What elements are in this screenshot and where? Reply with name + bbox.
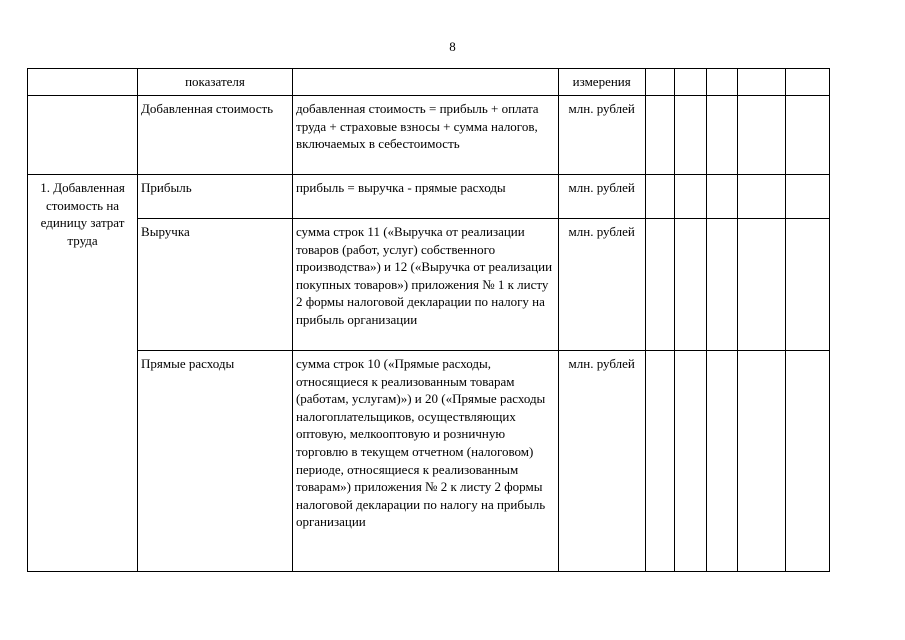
empty-cell xyxy=(786,219,830,351)
row-unit: млн. рублей xyxy=(558,96,645,175)
empty-cell xyxy=(645,96,675,175)
empty-cell xyxy=(738,351,786,572)
table-header-row xyxy=(28,69,830,96)
indicator-name: 1. Добавленная стоимость на единицу затрат труда xyxy=(28,175,138,572)
empty-cell xyxy=(706,351,738,572)
header-cell-method xyxy=(292,69,558,96)
empty-cell xyxy=(675,175,707,219)
header-cell-empty xyxy=(786,69,830,96)
indicators-table xyxy=(27,68,830,572)
empty-cell xyxy=(675,219,707,351)
table-row xyxy=(28,219,830,351)
table-row xyxy=(28,175,830,219)
row-name: Прямые расходы xyxy=(138,351,293,572)
empty-cell xyxy=(706,175,738,219)
table-row xyxy=(28,96,830,175)
row-unit: млн. рублей xyxy=(558,351,645,572)
empty-cell xyxy=(738,219,786,351)
indicator-cell-empty xyxy=(28,96,138,175)
row-name: Выручка xyxy=(138,219,293,351)
header-cell-unit: измерения xyxy=(558,69,645,96)
empty-cell xyxy=(645,175,675,219)
header-cell-empty xyxy=(706,69,738,96)
empty-cell xyxy=(738,96,786,175)
row-formula: сумма строк 11 («Выручка от реализации товаров (работ, услуг) собственного производства») и 12 («Выручка от реализации покупных товаров») приложения № 1 к листу 2 формы налоговой декларации по налогу на прибыль организации xyxy=(292,219,558,351)
row-unit: млн. рублей xyxy=(558,219,645,351)
header-cell-empty xyxy=(675,69,707,96)
table-row xyxy=(28,351,830,572)
header-cell-empty xyxy=(738,69,786,96)
page-number: 8 xyxy=(449,39,456,54)
row-name: Прибыль xyxy=(138,175,293,219)
row-formula: сумма строк 10 («Прямые расходы, относящиеся к реализованным товарам (работам, услугам)») и 20 («Прямые расходы налогоплательщиков, осуществляющих оптовую, мелкооптовую и розничную торговлю в текущем отчетном (налоговом) периоде, относящиеся к реализованным товарам») приложения № 2 к листу 2 формы налоговой декларации по налогу на прибыль организации xyxy=(292,351,558,572)
empty-cell xyxy=(645,351,675,572)
empty-cell xyxy=(675,351,707,572)
row-unit: млн. рублей xyxy=(558,175,645,219)
row-formula: прибыль = выручка - прямые расходы xyxy=(292,175,558,219)
empty-cell xyxy=(675,96,707,175)
empty-cell xyxy=(786,96,830,175)
empty-cell xyxy=(786,351,830,572)
empty-cell xyxy=(706,96,738,175)
header-cell-indicator-name: показателя xyxy=(138,69,293,96)
row-formula: добавленная стоимость = прибыль + оплата труда + страховые взносы + сумма налогов, включаемых в себестоимость xyxy=(292,96,558,175)
header-cell-empty xyxy=(645,69,675,96)
empty-cell xyxy=(738,175,786,219)
empty-cell xyxy=(706,219,738,351)
header-cell-indicator xyxy=(28,69,138,96)
row-name: Добавленная стоимость xyxy=(138,96,293,175)
empty-cell xyxy=(645,219,675,351)
empty-cell xyxy=(786,175,830,219)
